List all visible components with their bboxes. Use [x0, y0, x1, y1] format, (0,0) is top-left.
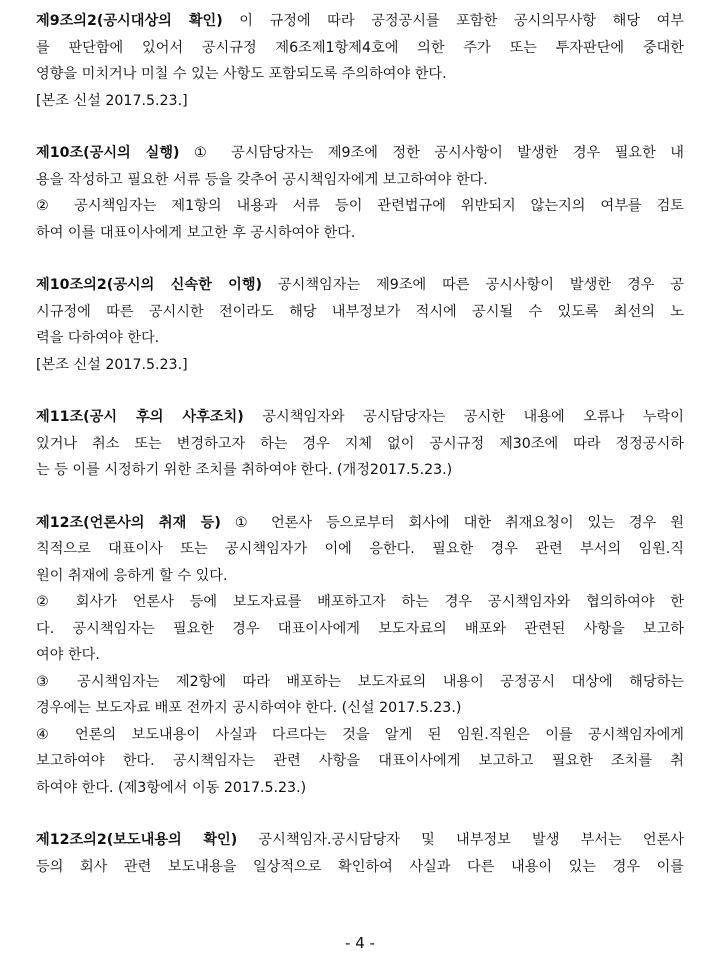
text-line: 를 판단함에 있어서 공시규정 제6조제1항제4호에 의한 주가 또는 투자판단에 중대한: [36, 39, 684, 56]
text-line: 원이 취재에 응하게 할 수 있다.: [36, 567, 228, 584]
text-line: 제10조(공시의 실행) ① 공시담당자는 제9조에 정한 공시사항이 발생한 경우 필요한 내: [36, 145, 684, 161]
article-10-2: [36, 272, 684, 378]
article-11: [36, 404, 684, 484]
text-line: 경우에는 보도자료 배포 전까지 공시하여야 한다. (신설 2017.5.23.): [36, 700, 462, 716]
article-9-2: [36, 8, 684, 114]
text-line: 여야 한다.: [36, 647, 100, 663]
page-number: - 4 -: [345, 934, 375, 952]
text-line: 제9조의2(공시대상의 확인) 이 규정에 따라 공정공시를 포함한 공시의무사항 해당 여부: [36, 13, 684, 29]
amendment-note: [본조 신설 2017.5.23.]: [36, 356, 188, 373]
article-title: 제10조의2(공시의 신속한 이행): [36, 277, 263, 293]
article-title: 제11조(공시 후의 사후조치): [36, 409, 244, 425]
text-line: 보고하여야 한다. 공시책임자는 관련 사항을 대표이사에게 보고하고 필요한 조치를 취: [36, 753, 684, 769]
document-body: [36, 8, 684, 906]
text-line: 있거나 취소 또는 변경하고자 하는 경우 지체 없이 공시규정 제30조에 따라 정정공시하: [36, 435, 684, 452]
article-12-2: [36, 827, 684, 880]
text-line: 시규정에 따른 공시시한 전이라도 해당 내부정보가 적시에 공시될 수 있도록 최선의 노: [36, 303, 684, 320]
article-10: [36, 140, 684, 246]
text-line: 는 등 이를 시정하기 위한 조치를 취하여야 한다. (개정2017.5.23.): [36, 462, 453, 478]
article-title: 제9조의2(공시대상의 확인): [36, 13, 223, 29]
text-line: 제12조(언론사의 취재 등) ① 언론사 등으로부터 회사에 대한 취재요청이 있는 경우 원: [36, 514, 684, 531]
text-line: 영향을 미치거나 미칠 수 있는 사항도 포함되도록 주의하여야 한다.: [36, 66, 447, 82]
text-line: ③ 공시책임자는 제2항에 따라 배포하는 보도자료의 내용이 공정공시 대상에 해당하는: [36, 673, 684, 690]
text-line: 력을 다하여야 한다.: [36, 330, 160, 346]
text-line: 하여 이를 대표이사에게 보고한 후 공시하여야 한다.: [36, 224, 356, 241]
article-title: 제12조의2(보도내용의 확인): [36, 832, 238, 848]
article-12: [36, 510, 684, 802]
article-title: 제12조(언론사의 취재 등): [36, 514, 221, 531]
text-line: ② 회사가 언론사 등에 보도자료를 배포하고자 하는 경우 공시책임자와 협의하여야 한: [36, 594, 684, 610]
text-line: 칙적으로 대표이사 또는 공시책임자가 이에 응한다. 필요한 경우 관련 부서의 임원.직: [36, 541, 684, 557]
text-line: ④ 언론의 보도내용이 사실과 다르다는 것을 알게 된 임원.직원은 이를 공시책임자에게: [36, 726, 684, 743]
text-line: 다. 공시책임자는 필요한 경우 대표이사에게 보도자료의 배포와 관련된 사항을 보고하: [36, 620, 684, 637]
text-line: 용을 작성하고 필요한 서류 등을 갖추어 공시책임자에게 보고하여야 한다.: [36, 171, 488, 188]
text-line: ② 공시책임자는 제1항의 내용과 서류 등이 관련법규에 위반되지 않는지의 여부를 검토: [36, 198, 684, 214]
text-line: 제10조의2(공시의 신속한 이행) 공시책임자는 제9조에 따른 공시사항이 발생한 경우 공: [36, 277, 684, 293]
text-line: 제12조의2(보도내용의 확인) 공시책임자.공시담당자 및 내부정보 발생 부서는 언론사: [36, 832, 685, 848]
text-line: 등의 회사 관련 보도내용을 일상적으로 확인하여 사실과 다른 내용이 있는 경우 이를: [36, 858, 684, 875]
text-line: 제11조(공시 후의 사후조치) 공시책임자와 공시담당자는 공시한 내용에 오류나 누락이: [36, 409, 684, 425]
amendment-note: [본조 신설 2017.5.23.]: [36, 92, 188, 109]
text-line: 하여야 한다. (제3항에서 이동 2017.5.23.): [36, 779, 307, 796]
article-title: 제10조(공시의 실행): [36, 145, 180, 161]
